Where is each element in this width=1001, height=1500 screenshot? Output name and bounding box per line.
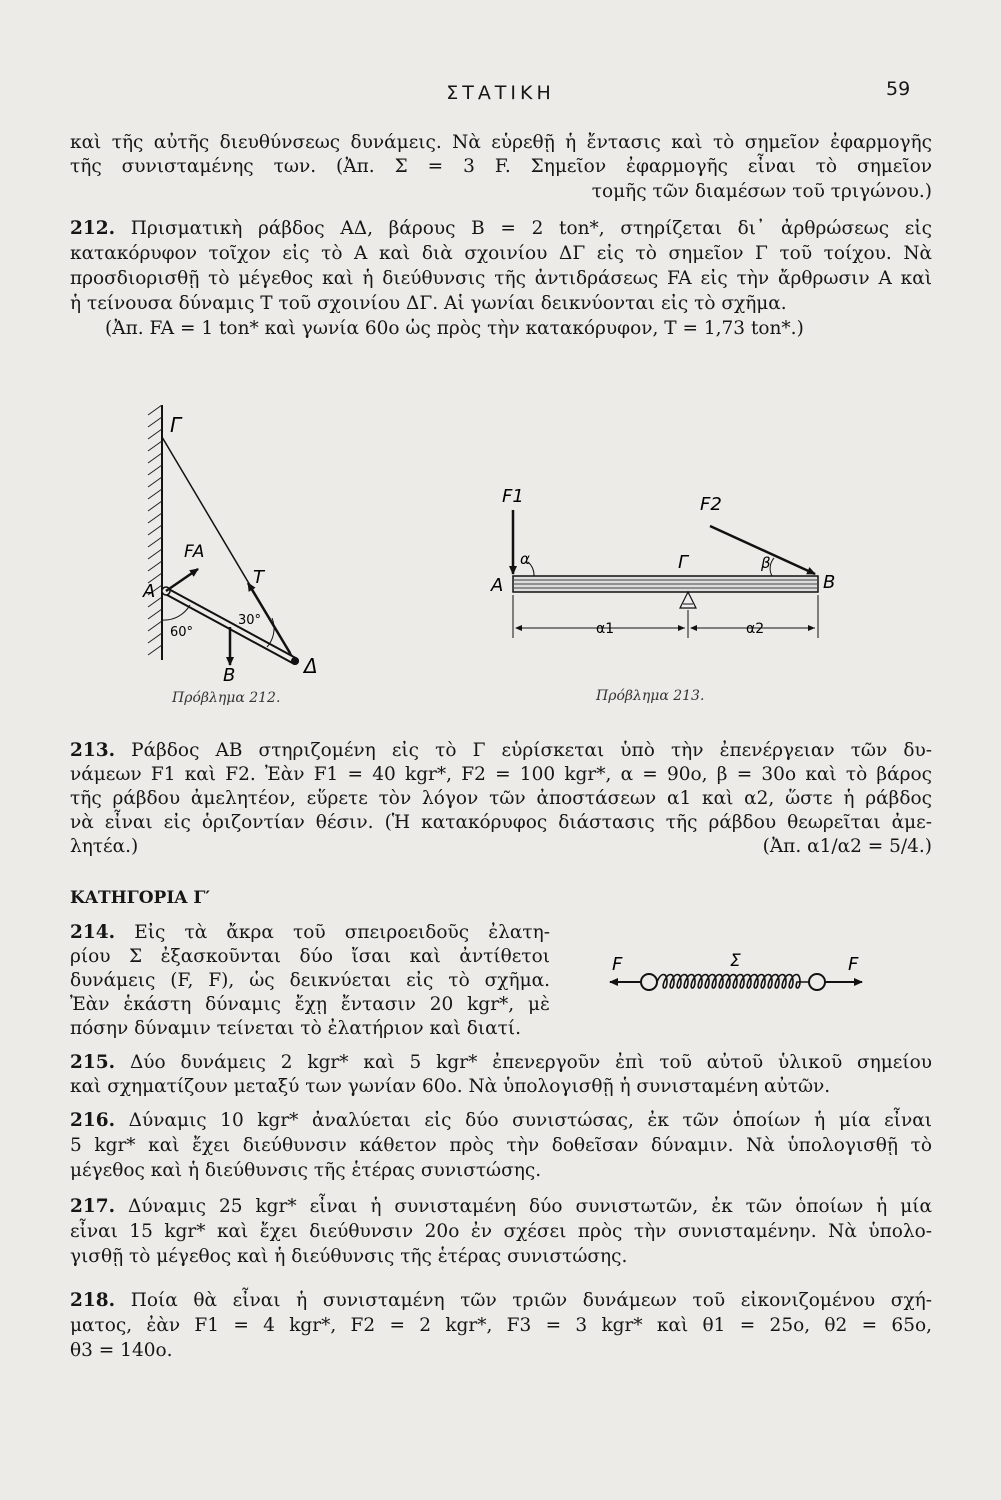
problem-214-line-3: δυνάμεις (F, F), ὡς δεικνύεται εἰς τὸ σχῆμα. [70,970,550,991]
label-b: B [223,665,236,685]
problem-214-line-2: ρίου Σ ἐξασκοῦνται δύο ἴσαι καὶ ἀντίθετοι [70,946,550,967]
label-beta: β [761,554,771,572]
problem-number: 218. [70,1290,116,1311]
problem-212-line-1: 212. Πρισματικὴ ράβδος ΑΔ, βάρους Β = 2 ton*, στηρίζεται δι᾽ ἀρθρώσεως εἰς [70,218,932,239]
problem-214-line-1: 214. Εἰς τὰ ἄκρα τοῦ σπειροειδοῦς ἐλατη- [70,922,550,943]
label-sigma: Σ [730,951,741,971]
problem-number: 213. [70,740,116,761]
problem-212-line-2: κατακόρυφον τοῖχον εἰς τὸ Α καὶ διὰ σχοινίου ΔΓ εἰς τὸ σημεῖον Γ τοῦ τοίχου. Νὰ [70,243,932,264]
problem-216-line-1: 216. Δύναμις 10 kgr* ἀναλύεται εἰς δύο συνιστώσας, ἐκ τῶν ὁποίων ἡ μία εἶναι [70,1110,932,1131]
label-f-right: F [848,954,859,975]
force-fa-arrow [166,569,198,591]
problem-216-line-2: 5 kgr* καὶ ἔχει διεύθυνσιν κάθετον πρὸς τὴν δοθεῖσαν δύναμιν. Νὰ ὑπολογισθῇ τὸ [70,1135,932,1156]
problem-216-line-3: μέγεθος καὶ ἡ διεύθυνσις τῆς ἑτέρας συνιστώσης. [70,1160,542,1181]
figure-212 [140,405,340,685]
spring-coil [657,975,809,989]
problem-number: 217. [70,1196,116,1217]
angle-30-label: 30° [238,613,262,628]
label-alpha: α [520,550,530,568]
intro-line-2: τῆς συνισταμένης των. (Ἀπ. Σ = 3 F. Σημεῖον ἐφαρμογῆς εἶναι τὸ σημεῖον [70,156,932,177]
label-fa: FA [184,542,205,562]
label-f2: F2 [700,494,722,515]
label-a: A [491,575,504,596]
problem-213-line-4: νὰ εἶναι εἰς ὁριζοντίαν θέσιν. (Ἡ κατακόρυφος διάστασις τῆς ράβδου θεωρεῖται ἀμε- [70,812,932,833]
figure-212-caption: Πρόβλημα 212. [172,690,281,706]
label-d: Δ [304,654,318,678]
problem-215-line-2: καὶ σχηματίζουν μεταξύ των γωνίαν 60ο. Νὰ ὑπολογισθῇ ἡ συνισταμένη αὐτῶν. [70,1076,831,1097]
problem-213-line-1: 213. Ράβδος ΑΒ στηριζομένη εἰς τὸ Γ εὑρίσκεται ὑπὸ τὴν ἐπενέργειαν τῶν δυ- [70,740,932,761]
problem-number: 215. [70,1052,116,1073]
intro-line-3: τομῆς τῶν διαμέσων τοῦ τριγώνου.) [591,181,932,202]
fulcrum-support [680,592,696,608]
running-header: ΣΤΑΤΙΚΗ [446,82,555,104]
figure-213-caption: Πρόβλημα 213. [596,688,705,704]
problem-215-line-1: 215. Δύο δυνάμεις 2 kgr* καὶ 5 kgr* ἐπενεργοῦν ἐπὶ τοῦ αὐτοῦ ὑλικοῦ σημείου [70,1052,933,1073]
problem-212-answer: (Ἀπ. FA = 1 ton* καὶ γωνία 60ο ὡς πρὸς τὴν κατακόρυφον, Τ = 1,73 ton*.) [105,318,804,339]
problem-212-line-3: προσδιορισθῇ τὸ μέγεθος καὶ ἡ διεύθυνσις τῆς ἀντιδράσεως FA εἰς τὴν ἄρθρωσιν Α καὶ [70,268,932,289]
problem-217-line-3: γισθῇ τὸ μέγεθος καὶ ἡ διεύθυνσις τῆς ἑτέρας συνιστώσης. [70,1246,628,1267]
problem-number: 216. [70,1110,116,1131]
problem-213-line-5: λητέα.) [70,836,139,857]
page-number: 59 [886,78,911,100]
category-heading: ΚΑΤΗΓΟΡΙΑ Γ′ [70,888,210,908]
wall-hatching [148,405,162,660]
problem-214-line-5: πόσην δύναμιν τείνεται τὸ ἐλατήριον καὶ διατί. [70,1018,521,1039]
label-f-left: F [612,954,623,975]
figure-214-spring [604,950,874,1000]
problem-217-line-2: εἶναι 15 kgr* καὶ ἔχει διεύθυνσιν 20ο ἐν σχέσει πρὸς τὴν συνισταμένην. Νὰ ὑπολο- [70,1221,932,1242]
label-gamma: Γ [170,413,182,437]
problem-213-answer: (Ἀπ. α1/α2 = 5/4.) [762,836,932,857]
problem-218-line-1: 218. Ποία θὰ εἶναι ἡ συνισταμένη τῶν τριῶν δυνάμεων τοῦ εἰκονιζομένου σχή- [70,1290,932,1311]
label-a1: α1 [596,621,615,637]
label-a: A [143,581,156,602]
label-a2: α2 [746,621,765,637]
label-gamma: Γ [678,552,689,573]
problem-218-line-3: θ3 = 140ο. [70,1340,173,1361]
label-f1: F1 [502,486,524,507]
problem-213-line-3: τῆς ράβδου ἀμελητέον, εὕρετε τὸν λόγον τῶν ἀποστάσεων α1 καὶ α2, ὥστε ἡ ράβδος [70,788,932,809]
problem-number: 214. [70,922,116,943]
figure-213 [478,480,858,650]
label-b: B [823,572,836,593]
angle-60-label: 60° [170,625,194,640]
problem-number: 212. [70,218,116,239]
problem-217-line-1: 217. Δύναμις 25 kgr* εἶναι ἡ συνισταμένη δύο συνιστωτῶν, ἐκ τῶν ὁποίων ἡ μία [70,1196,932,1217]
problem-212-line-4: ἡ τείνουσα δύναμις Τ τοῦ σχοινίου ΔΓ. Αἱ γωνίαι δεικνύονται εἰς τὸ σχῆμα. [70,293,787,314]
intro-line-1: καὶ τῆς αὐτῆς διευθύνσεως δυνάμεις. Νὰ εὑρεθῇ ἡ ἔντασις καὶ τὸ σημεῖον ἐφαρμογῆς [70,132,932,153]
label-t: T [253,567,264,588]
problem-213-line-2: νάμεων F1 καὶ F2. Ἐὰν F1 = 40 kgr*, F2 = 100 kgr*, α = 90ο, β = 30ο καὶ τὸ βάρος [70,764,932,785]
problem-218-line-2: ματος, ἐὰν F1 = 4 kgr*, F2 = 2 kgr*, F3 = 3 kgr* καὶ θ1 = 25ο, θ2 = 65ο, [70,1315,932,1336]
problem-214-line-4: Ἐὰν ἑκάστη δύναμις ἔχῃ ἔντασιν 20 kgr*, μὲ [70,994,550,1015]
